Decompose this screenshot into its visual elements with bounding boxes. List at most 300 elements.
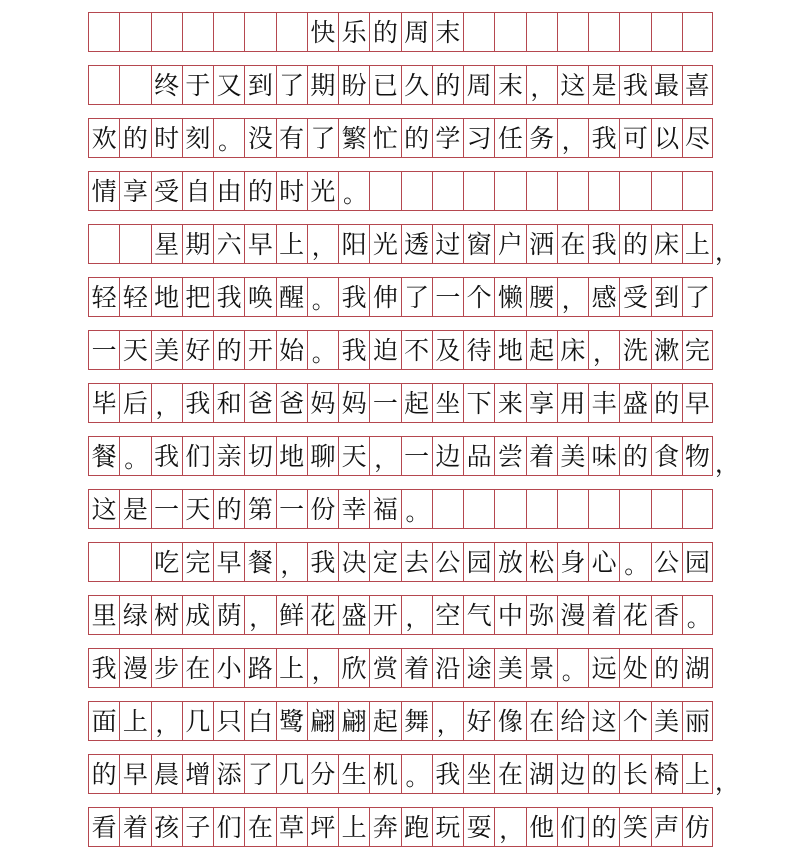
grid-cell: [88, 13, 119, 51]
grid-cell: ，: [151, 702, 182, 740]
grid-cell: 我: [151, 437, 182, 475]
grid-cell: 末: [494, 66, 525, 104]
grid-cell: 路: [244, 649, 275, 687]
grid-cell: 床: [557, 331, 588, 369]
grid-cell: 的: [588, 755, 619, 793]
grid-cell: [682, 172, 713, 210]
grid-cell: 有: [276, 119, 307, 157]
grid-cell: 感: [588, 278, 619, 316]
grid-cell: 我: [338, 278, 369, 316]
grid-cell: 受: [151, 172, 182, 210]
grid-cell: 沿: [432, 649, 463, 687]
grid-cell: 唤: [244, 278, 275, 316]
grid-cell: 这: [557, 66, 588, 104]
grid-cell: 上: [119, 702, 150, 740]
grid-cell: ，: [588, 331, 619, 369]
grid-cell: 赏: [369, 649, 400, 687]
grid-cell: 期: [182, 225, 213, 263]
grid-cell: 几: [276, 755, 307, 793]
grid-cell: [651, 490, 682, 528]
grid-cell: 始: [276, 331, 307, 369]
grid-cell: 过: [432, 225, 463, 263]
grid-cell: 腰: [526, 278, 557, 316]
grid-cell: 地: [494, 331, 525, 369]
grid-cell: 弥: [526, 596, 557, 634]
grid-cell: 一: [432, 278, 463, 316]
grid-cell: 爸: [276, 384, 307, 422]
grid-cell: 园: [682, 543, 713, 581]
grid-cell: 乐: [338, 13, 369, 51]
grid-row: [88, 171, 713, 211]
grid-row: [88, 65, 713, 105]
grid-cell: 舞: [401, 702, 432, 740]
grid-cell: 繁: [338, 119, 369, 157]
grid-cell: 周: [401, 13, 432, 51]
grid-cell: 又: [213, 66, 244, 104]
grid-cell: 一: [276, 490, 307, 528]
grid-cell: 享: [526, 384, 557, 422]
grid-cell: 物: [682, 437, 713, 475]
grid-cell: 自: [182, 172, 213, 210]
grid-cell: 天: [338, 437, 369, 475]
grid-cell: 六: [213, 225, 244, 263]
grid-cell: 喜: [682, 66, 713, 104]
margin-punctuation: ，: [715, 238, 739, 266]
grid-cell: 开: [369, 596, 400, 634]
grid-cell: 我: [588, 119, 619, 157]
margin-punctuation: ，: [715, 768, 739, 796]
grid-cell: 欢: [88, 119, 119, 157]
grid-cell: 起: [526, 331, 557, 369]
grid-cell: 小: [213, 649, 244, 687]
grid-cell: 一: [401, 437, 432, 475]
grid-cell: 只: [213, 702, 244, 740]
grid-cell: 。: [119, 437, 150, 475]
grid-cell: [119, 225, 150, 263]
grid-cell: 分: [307, 755, 338, 793]
grid-cell: 子: [182, 808, 213, 846]
grid-cell: [557, 13, 588, 51]
grid-cell: 椅: [651, 755, 682, 793]
grid-cell: 起: [369, 702, 400, 740]
grid-cell: [463, 13, 494, 51]
grid-cell: 孩: [151, 808, 182, 846]
grid-cell: 耍: [463, 808, 494, 846]
grid-cell: 丽: [682, 702, 713, 740]
grid-cell: 餐: [88, 437, 119, 475]
grid-cell: 亲: [213, 437, 244, 475]
grid-cell: [651, 172, 682, 210]
grid-cell: 。: [213, 119, 244, 157]
grid-cell: 早: [119, 755, 150, 793]
grid-row: [88, 277, 713, 317]
grid-cell: 绿: [119, 596, 150, 634]
grid-cell: [682, 490, 713, 528]
grid-cell: 享: [119, 172, 150, 210]
grid-cell: 空: [432, 596, 463, 634]
grid-cell: 可: [619, 119, 650, 157]
grid-cell: 时: [151, 119, 182, 157]
grid-cell: 快: [307, 13, 338, 51]
grid-cell: 轻: [88, 278, 119, 316]
grid-cell: 最: [651, 66, 682, 104]
grid-cell: ，: [307, 649, 338, 687]
grid-cell: 放: [494, 543, 525, 581]
grid-cell: 处: [619, 649, 650, 687]
grid-cell: 第: [244, 490, 275, 528]
grid-cell: 到: [651, 278, 682, 316]
grid-cell: 了: [401, 278, 432, 316]
grid-cell: 的: [651, 384, 682, 422]
grid-cell: 里: [88, 596, 119, 634]
grid-cell: 。: [307, 278, 338, 316]
grid-cell: 来: [494, 384, 525, 422]
grid-cell: 吃: [151, 543, 182, 581]
grid-cell: [401, 172, 432, 210]
grid-cell: 的: [619, 225, 650, 263]
grid-cell: 后: [119, 384, 150, 422]
grid-cell: 妈: [338, 384, 369, 422]
grid-cell: 于: [182, 66, 213, 104]
grid-cell: 。: [682, 596, 713, 634]
grid-cell: 天: [182, 490, 213, 528]
grid-cell: 把: [182, 278, 213, 316]
grid-cell: [651, 13, 682, 51]
grid-cell: 了: [682, 278, 713, 316]
grid-cell: ，: [307, 225, 338, 263]
grid-cell: 公: [432, 543, 463, 581]
grid-row: [88, 648, 713, 688]
grid-cell: 。: [401, 490, 432, 528]
grid-cell: 途: [463, 649, 494, 687]
grid-cell: 奔: [369, 808, 400, 846]
grid-cell: [557, 172, 588, 210]
grid-cell: 幸: [338, 490, 369, 528]
grid-row: [88, 807, 713, 847]
grid-row: [88, 595, 713, 635]
grid-cell: [463, 172, 494, 210]
grid-cell: 及: [432, 331, 463, 369]
grid-cell: 上: [276, 649, 307, 687]
grid-cell: 们: [182, 437, 213, 475]
grid-row: [88, 118, 713, 158]
grid-cell: [88, 225, 119, 263]
grid-cell: 我: [182, 384, 213, 422]
grid-cell: 。: [338, 172, 369, 210]
grid-cell: 的: [432, 66, 463, 104]
grid-cell: 个: [463, 278, 494, 316]
grid-cell: 品: [463, 437, 494, 475]
grid-cell: 伸: [369, 278, 400, 316]
grid-cell: ，: [526, 66, 557, 104]
grid-cell: 生: [338, 755, 369, 793]
grid-cell: 的: [244, 172, 275, 210]
grid-cell: 洗: [619, 331, 650, 369]
grid-cell: 醒: [276, 278, 307, 316]
grid-cell: 湖: [682, 649, 713, 687]
grid-cell: 透: [401, 225, 432, 263]
grid-cell: [88, 66, 119, 104]
grid-cell: [276, 13, 307, 51]
grid-cell: 鹭: [276, 702, 307, 740]
grid-cell: 像: [494, 702, 525, 740]
grid-cell: 的: [401, 119, 432, 157]
grid-cell: [588, 13, 619, 51]
grid-cell: 天: [119, 331, 150, 369]
grid-cell: 盼: [338, 66, 369, 104]
grid-cell: 光: [369, 225, 400, 263]
grid-cell: 上: [682, 755, 713, 793]
grid-cell: 的: [369, 13, 400, 51]
grid-cell: 好: [182, 331, 213, 369]
grid-cell: 增: [182, 755, 213, 793]
grid-cell: [119, 66, 150, 104]
grid-cell: 和: [213, 384, 244, 422]
grid-cell: [369, 172, 400, 210]
grid-cell: 步: [151, 649, 182, 687]
grid-cell: 气: [463, 596, 494, 634]
grid-cell: 在: [182, 649, 213, 687]
grid-row: [88, 542, 713, 582]
grid-cell: 务: [526, 119, 557, 157]
grid-cell: 面: [88, 702, 119, 740]
grid-cell: ，: [369, 437, 400, 475]
grid-cell: 美: [557, 437, 588, 475]
grid-cell: 任: [494, 119, 525, 157]
grid-cell: 们: [213, 808, 244, 846]
grid-cell: 尽: [682, 119, 713, 157]
grid-cell: 的: [213, 490, 244, 528]
grid-cell: 漫: [557, 596, 588, 634]
grid-cell: 。: [401, 755, 432, 793]
grid-cell: [432, 172, 463, 210]
grid-cell: 由: [213, 172, 244, 210]
grid-cell: 我: [588, 225, 619, 263]
grid-cell: 我: [88, 649, 119, 687]
grid-cell: 床: [651, 225, 682, 263]
grid-cell: 是: [119, 490, 150, 528]
grid-cell: [526, 490, 557, 528]
grid-cell: 起: [401, 384, 432, 422]
grid-cell: 笑: [619, 808, 650, 846]
grid-cell: 下: [463, 384, 494, 422]
grid-cell: 忙: [369, 119, 400, 157]
grid-cell: 我: [432, 755, 463, 793]
grid-cell: 远: [588, 649, 619, 687]
grid-cell: 的: [213, 331, 244, 369]
grid-cell: [526, 172, 557, 210]
grid-cell: 成: [182, 596, 213, 634]
grid-cell: 心: [588, 543, 619, 581]
grid-cell: 在: [244, 808, 275, 846]
grid-cell: 们: [557, 808, 588, 846]
grid-cell: [151, 13, 182, 51]
grid-cell: [619, 490, 650, 528]
grid-cell: 仿: [682, 808, 713, 846]
grid-cell: 爸: [244, 384, 275, 422]
grid-cell: 待: [463, 331, 494, 369]
grid-cell: 阳: [338, 225, 369, 263]
grid-cell: 园: [463, 543, 494, 581]
grid-cell: 懒: [494, 278, 525, 316]
grid-cell: 上: [338, 808, 369, 846]
grid-cell: 长: [619, 755, 650, 793]
grid-cell: ，: [557, 278, 588, 316]
grid-cell: ，: [401, 596, 432, 634]
grid-cell: 完: [182, 543, 213, 581]
grid-cell: 轻: [119, 278, 150, 316]
grid-cell: 玩: [432, 808, 463, 846]
grid-cell: 周: [463, 66, 494, 104]
grid-cell: 学: [432, 119, 463, 157]
grid-cell: ，: [151, 384, 182, 422]
grid-cell: 已: [369, 66, 400, 104]
grid-cell: 边: [432, 437, 463, 475]
grid-cell: 星: [151, 225, 182, 263]
grid-cell: 了: [276, 66, 307, 104]
grid-cell: 坪: [307, 808, 338, 846]
grid-cell: 晨: [151, 755, 182, 793]
grid-cell: 习: [463, 119, 494, 157]
grid-cell: ，: [557, 119, 588, 157]
grid-row: [88, 330, 713, 370]
grid-cell: 。: [619, 543, 650, 581]
grid-cell: 香: [651, 596, 682, 634]
grid-cell: 用: [557, 384, 588, 422]
grid-cell: 盛: [619, 384, 650, 422]
grid-cell: 给: [557, 702, 588, 740]
grid-cell: [244, 13, 275, 51]
grid-cell: ，: [276, 543, 307, 581]
grid-cell: [182, 13, 213, 51]
grid-cell: 松: [526, 543, 557, 581]
grid-cell: 机: [369, 755, 400, 793]
grid-cell: [119, 543, 150, 581]
grid-cell: 上: [682, 225, 713, 263]
grid-cell: 了: [244, 755, 275, 793]
grid-cell: 。: [557, 649, 588, 687]
grid-cell: 早: [213, 543, 244, 581]
grid-cell: 光: [307, 172, 338, 210]
grid-cell: 到: [244, 66, 275, 104]
grid-cell: [494, 13, 525, 51]
grid-cell: 聊: [307, 437, 338, 475]
grid-cell: 看: [88, 808, 119, 846]
grid-row: [88, 224, 713, 264]
grid-cell: 地: [276, 437, 307, 475]
grid-cell: 福: [369, 490, 400, 528]
grid-cell: 迫: [369, 331, 400, 369]
grid-cell: 漱: [651, 331, 682, 369]
grid-cell: 着: [588, 596, 619, 634]
grid-cell: 树: [151, 596, 182, 634]
grid-cell: 的: [88, 755, 119, 793]
grid-cell: 末: [432, 13, 463, 51]
grid-cell: 不: [401, 331, 432, 369]
grid-cell: 身: [557, 543, 588, 581]
grid-cell: 花: [619, 596, 650, 634]
grid-cell: [619, 172, 650, 210]
grid-cell: 声: [651, 808, 682, 846]
grid-cell: 期: [307, 66, 338, 104]
grid-cell: 坐: [463, 755, 494, 793]
grid-cell: 花: [307, 596, 338, 634]
grid-cell: 草: [276, 808, 307, 846]
grid-cell: 中: [494, 596, 525, 634]
grid-cell: [588, 490, 619, 528]
grid-cell: 美: [651, 702, 682, 740]
grid-cell: [119, 13, 150, 51]
grid-cell: 尝: [494, 437, 525, 475]
grid-cell: 的: [588, 808, 619, 846]
grid-cell: 的: [651, 649, 682, 687]
grid-cell: 着: [526, 437, 557, 475]
grid-cell: [494, 490, 525, 528]
grid-cell: 湖: [526, 755, 557, 793]
grid-cell: 切: [244, 437, 275, 475]
grid-cell: 荫: [213, 596, 244, 634]
grid-cell: 他: [526, 808, 557, 846]
grid-cell: 妈: [307, 384, 338, 422]
grid-cell: 翩: [307, 702, 338, 740]
grid-cell: 份: [307, 490, 338, 528]
grid-cell: [557, 490, 588, 528]
grid-cell: [463, 490, 494, 528]
grid-cell: 盛: [338, 596, 369, 634]
grid-cell: 添: [213, 755, 244, 793]
grid-cell: 个: [619, 702, 650, 740]
grid-cell: 定: [369, 543, 400, 581]
grid-cell: 一: [151, 490, 182, 528]
grid-cell: 的: [619, 437, 650, 475]
grid-cell: 洒: [526, 225, 557, 263]
grid-cell: 着: [401, 649, 432, 687]
grid-cell: 毕: [88, 384, 119, 422]
grid-cell: [432, 490, 463, 528]
grid-cell: 坐: [432, 384, 463, 422]
grid-cell: 户: [494, 225, 525, 263]
grid-cell: 翩: [338, 702, 369, 740]
grid-cell: 一: [88, 331, 119, 369]
grid-cell: 地: [151, 278, 182, 316]
grid-cell: 我: [619, 66, 650, 104]
grid-cell: 着: [119, 808, 150, 846]
grid-cell: 欣: [338, 649, 369, 687]
grid-cell: 终: [151, 66, 182, 104]
grid-cell: 了: [307, 119, 338, 157]
grid-cell: 白: [244, 702, 275, 740]
grid-cell: 完: [682, 331, 713, 369]
grid-cell: 久: [401, 66, 432, 104]
grid-cell: 我: [307, 543, 338, 581]
grid-cell: 美: [494, 649, 525, 687]
grid-cell: 景: [526, 649, 557, 687]
grid-cell: 以: [651, 119, 682, 157]
grid-cell: 早: [244, 225, 275, 263]
grid-cell: 在: [526, 702, 557, 740]
grid-cell: [494, 172, 525, 210]
grid-cell: 跑: [401, 808, 432, 846]
grid-cell: 去: [401, 543, 432, 581]
grid-cell: 好: [463, 702, 494, 740]
grid-row: [88, 754, 713, 794]
grid-cell: 开: [244, 331, 275, 369]
grid-row: [88, 489, 713, 529]
grid-cell: 我: [338, 331, 369, 369]
grid-cell: 公: [651, 543, 682, 581]
grid-cell: 窗: [463, 225, 494, 263]
grid-row: [88, 701, 713, 741]
